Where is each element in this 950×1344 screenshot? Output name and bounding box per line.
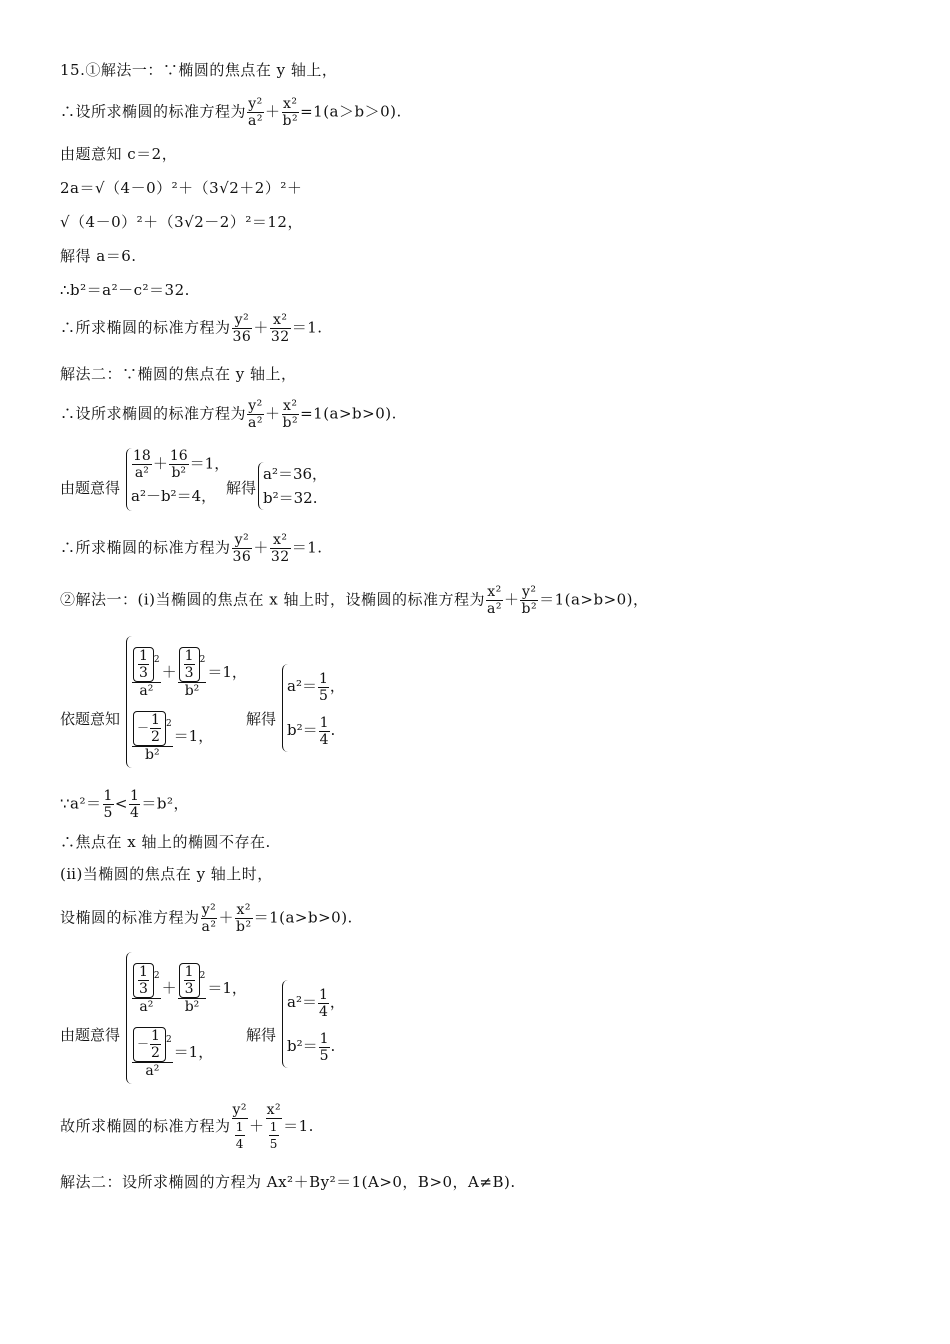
fraction: $\frac{\text{x²}}{\text{b²}}$ <box>282 398 299 431</box>
fraction: $\frac{\text{x²}}{32}$ <box>270 532 290 565</box>
fraction: $\frac{\text{y²}}{\text{a²}}$ <box>201 902 217 935</box>
equation-system <box>126 952 247 1084</box>
brace: a²＝36， b²＝32. <box>258 462 327 510</box>
fraction: $\frac{\text{y²}}{\text{a²}}$ <box>248 96 263 129</box>
solve-label: 解得 <box>246 1026 277 1044</box>
brace: $\frac{18}{\text{a²}}$ ＋ $\frac{16}{\text{b²}}$ ＝1， a²－b²＝4， <box>126 448 229 511</box>
brace: a²＝ $\frac{1}{5}$ ， b²＝ $\frac{1}{4}$ . <box>282 664 345 752</box>
line-5: √（4－0）²＋（3√2－2）²＝12， <box>60 213 303 231</box>
line-8: ∴所求椭圆的标准方程为 $\frac{\text{y²}}{36}$ ＋ $\frac{\text{x²}}{32}$ ＝1. <box>60 312 323 345</box>
line-14b: ∵a²＝ $\frac{1}{5}$ < $\frac{1}{4}$ ＝b²， <box>60 788 190 821</box>
line-17: 设椭圆的标准方程为 $\frac{\text{y²}}{\text{a²}}$ ＋ $\frac{\text{x²}}{\text{b²}}$ ＝1(a>b>0). <box>60 902 353 935</box>
brace: $\frac{1}{3}$ $^2$ a² ＋ $\frac{1}{3}$ $^2$ b² ＝1， － $\frac{1}{2}$ $^2$ a² ＝1， <box>126 952 247 1084</box>
fraction: $\frac{\text{x²}}{\frac{1}{5}}$ <box>266 1102 282 1151</box>
line-16: (ⅱ)当椭圆的焦点在 y 轴上时， <box>60 865 273 883</box>
solve-label: 解得 <box>246 710 277 728</box>
system-label: 依题意知 <box>60 710 121 728</box>
solution-system <box>282 664 345 752</box>
fraction: $\frac{\text{y²}}{\frac{1}{4}}$ <box>232 1102 248 1151</box>
fraction: $\frac{\text{y²}}{\text{a²}}$ <box>248 398 263 431</box>
line-1: 15.①解法一：∵椭圆的焦点在 y 轴上， <box>60 61 338 79</box>
fraction: $\frac{\text{y²}}{\text{b²}}$ <box>521 584 538 617</box>
solution-system <box>258 462 327 510</box>
line-12: ∴所求椭圆的标准方程为 $\frac{\text{y²}}{36}$ ＋ $\frac{\text{x²}}{32}$ ＝1. <box>60 532 323 565</box>
system-label: 由题意得 <box>60 479 121 497</box>
fraction: $\frac{\text{x²}}{\text{b²}}$ <box>236 902 252 935</box>
line-20: 解法二：设所求椭圆的方程为 Ax²＋By²＝1(A>0，B>0，A≠B). <box>60 1173 516 1191</box>
brace: $\frac{1}{3}$ $^2$ a² ＋ $\frac{1}{3}$ $^2$ b² ＝1， － $\frac{1}{2}$ $^2$ b² ＝1， <box>126 636 247 768</box>
fraction: $\frac{\text{y²}}{36}$ <box>232 312 252 345</box>
line-7: ∴b²＝a²－c²＝32. <box>60 281 190 299</box>
fraction: $\frac{\text{x²}}{\text{a²}}$ <box>487 584 502 617</box>
line-9: 解法二：∵椭圆的焦点在 y 轴上， <box>60 365 297 383</box>
fraction: $\frac{\text{y²}}{36}$ <box>232 532 252 565</box>
line-2: ∴设所求椭圆的标准方程为 $\frac{\text{y²}}{\text{a²}}$ ＋ $\frac{\text{x²}}{\text{b²}}$ =1(a＞b＞0). <box>60 96 402 129</box>
line-4: 2a＝√（4－0）²＋（3√2＋2）²＋ <box>60 179 303 197</box>
line-15: ∴焦点在 x 轴上的椭圆不存在. <box>60 833 271 851</box>
brace: a²＝ $\frac{1}{4}$ ， b²＝ $\frac{1}{5}$ . <box>282 980 345 1068</box>
line-10: ∴设所求椭圆的标准方程为 $\frac{\text{y²}}{\text{a²}}$ ＋ $\frac{\text{x²}}{\text{b²}}$ =1(a>b>0). <box>60 398 397 431</box>
equation-system <box>126 448 229 511</box>
solve-label: 解得 <box>226 479 257 497</box>
system-label: 由题意得 <box>60 1026 121 1044</box>
fraction: $\frac{\text{x²}}{32}$ <box>270 312 290 345</box>
fraction: $\frac{\text{x²}}{\text{b²}}$ <box>282 96 299 129</box>
line-13: ②解法一：(ⅰ)当椭圆的焦点在 x 轴上时，设椭圆的标准方程为 $\frac{\text{x²}}{\text{a²}}$ ＋ $\frac{\text{y²}}{\text{b²}}$ ＝1(a>b>0)， <box>60 584 649 617</box>
line-19: 故所求椭圆的标准方程为 $\frac{\text{y²}}{\frac{1}{4}}$ ＋ $\frac{\text{x²}}{\frac{1}{5}}$ ＝1. <box>60 1102 314 1151</box>
line-6: 解得 a＝6. <box>60 247 137 265</box>
line-3: 由题意知 c＝2， <box>60 145 178 163</box>
solution-system <box>282 980 345 1068</box>
equation-system <box>126 636 247 768</box>
